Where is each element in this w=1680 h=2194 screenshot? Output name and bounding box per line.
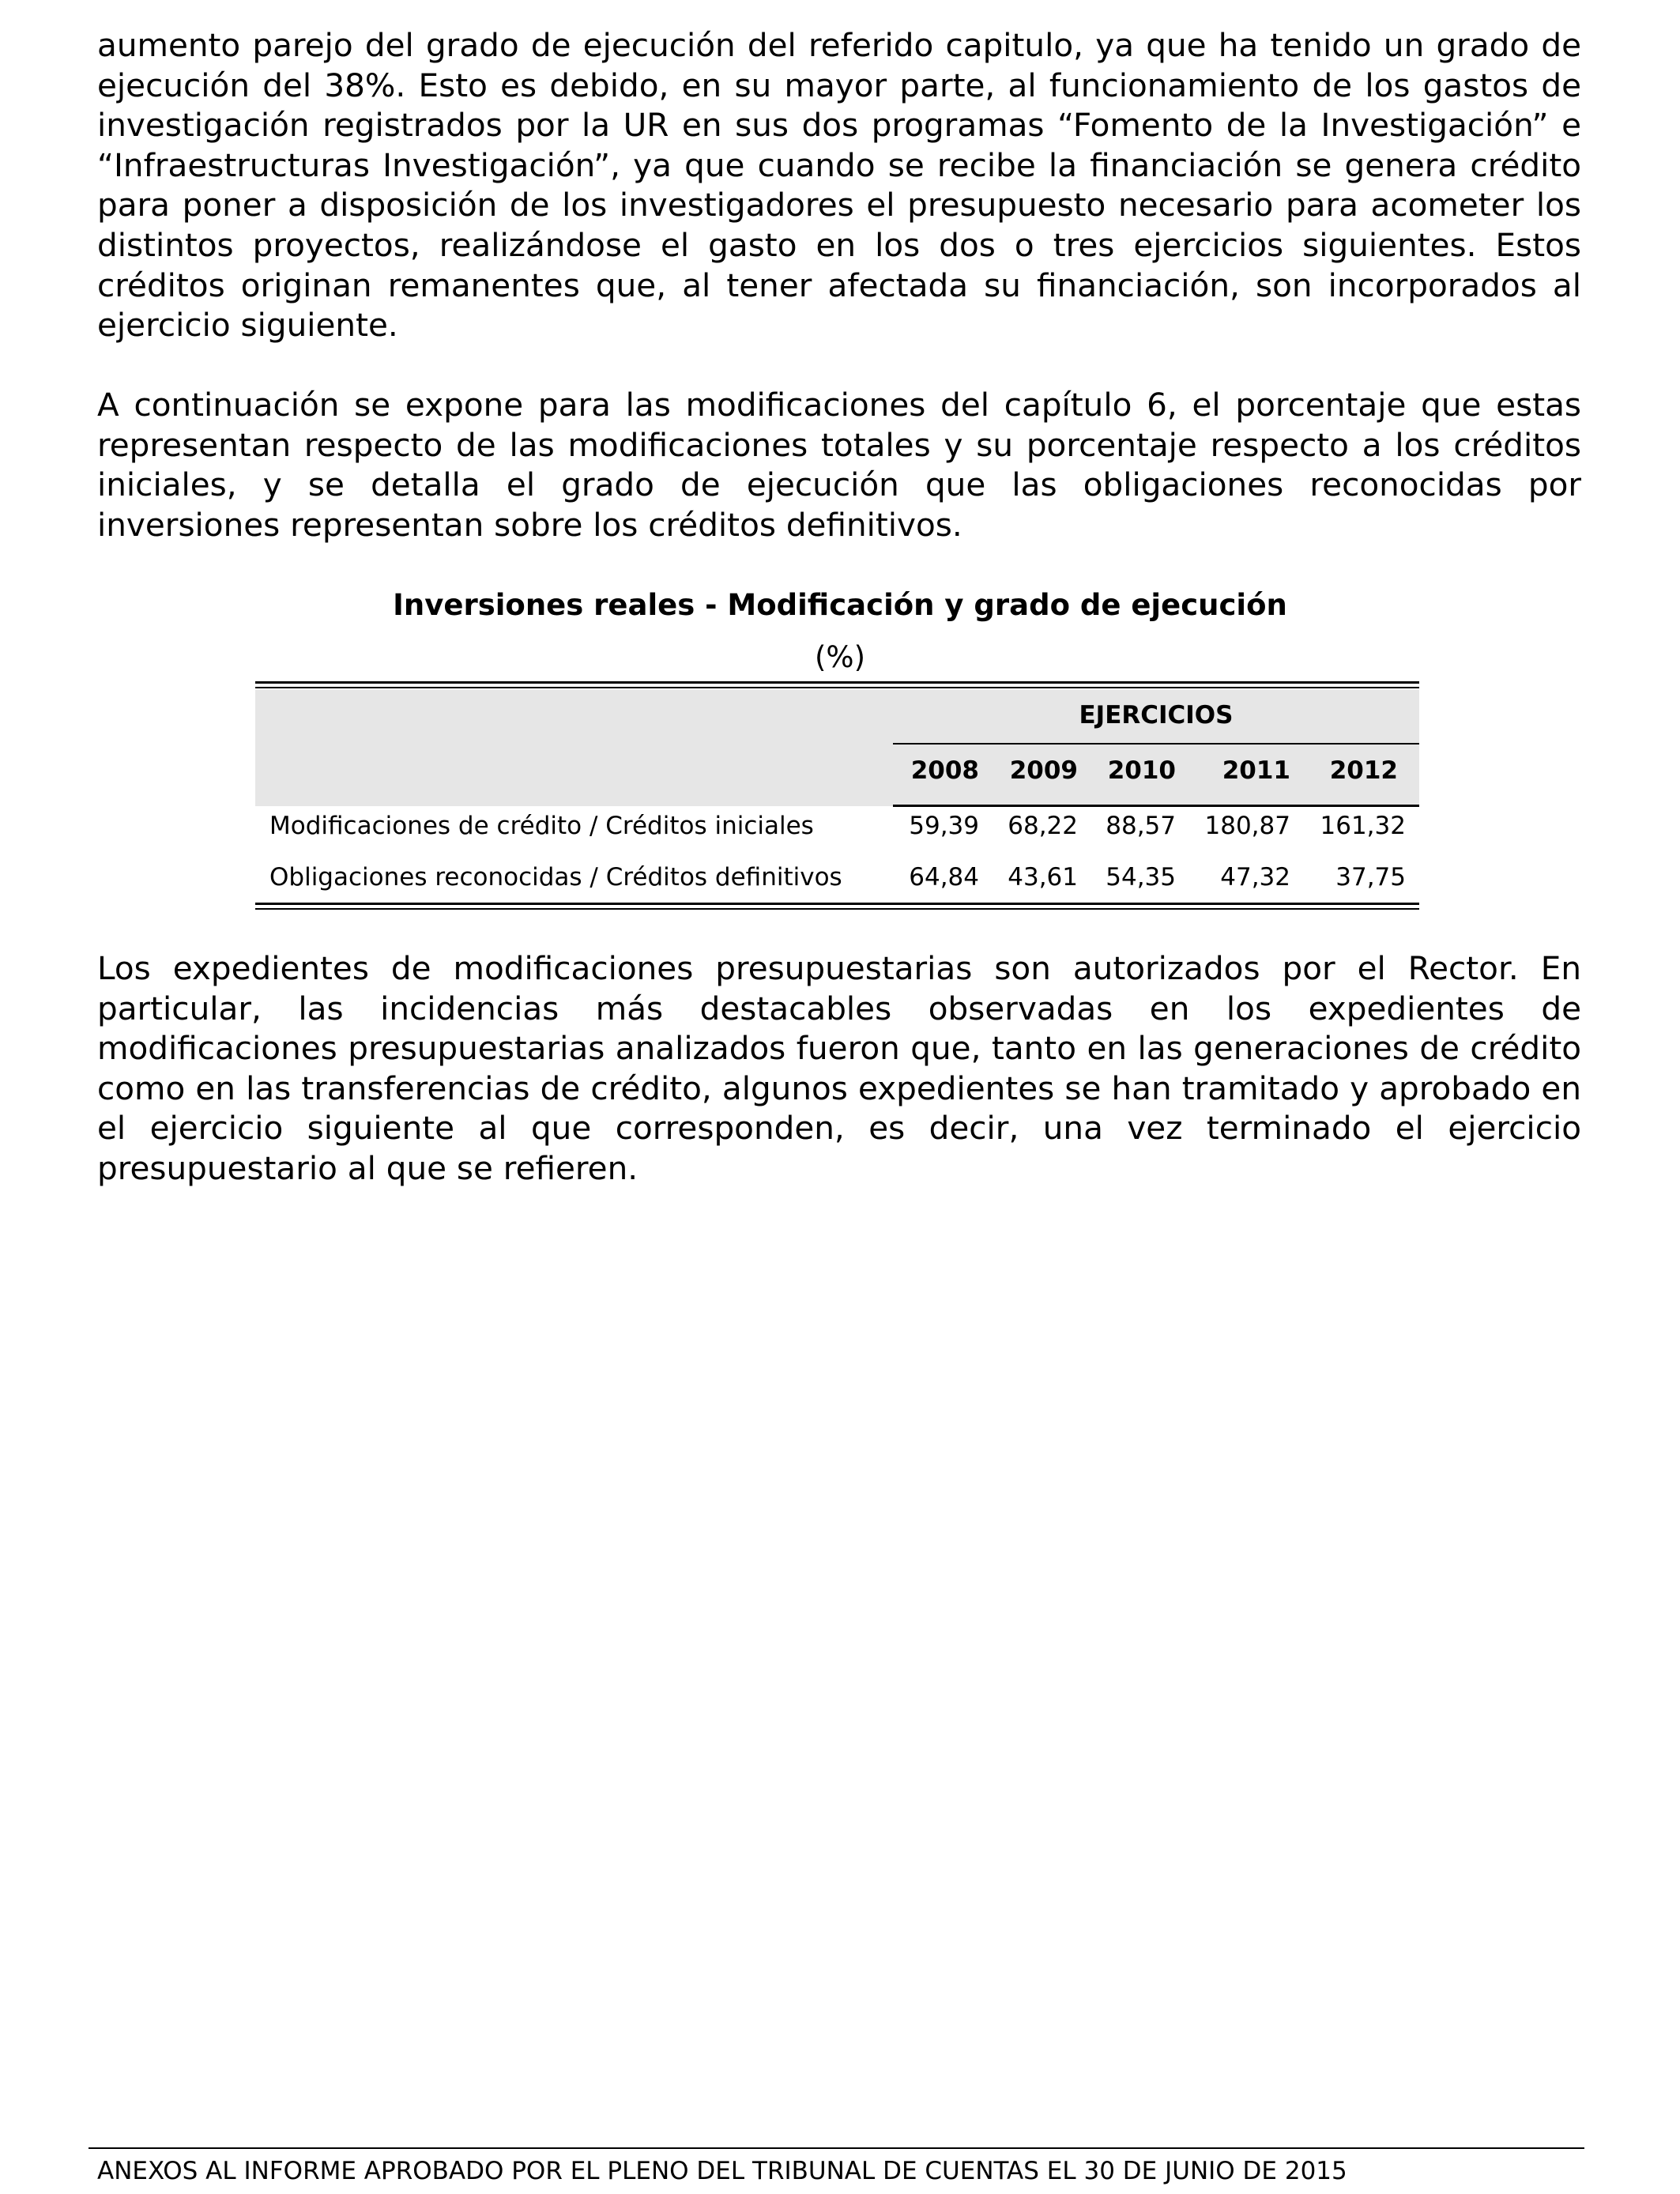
table-cell: 47,32 bbox=[1220, 863, 1290, 892]
table-bottom-rule-inner bbox=[255, 908, 1419, 910]
table-top-rule bbox=[255, 681, 1419, 684]
footer-divider bbox=[89, 2147, 1584, 2149]
table-cell: 37,75 bbox=[1335, 863, 1406, 892]
table-cell: 68,22 bbox=[1008, 812, 1078, 840]
table-cell: 161,32 bbox=[1320, 812, 1406, 840]
paragraph-expedientes: Los expedientes de modificaciones presupuestarias son autorizados por el Rector. En particular, las incidencias más destacables observadas en los expedientes de modificaciones presupuestarias analizados fueron que, tanto en las generaciones de crédito como en las transferencias de crédito, algunos expedientes se han tramitado y aprobado en el ejercicio siguiente al que corresponden, es decir, una vez terminado el ejercicio presupuestario al que se refieren. bbox=[97, 949, 1581, 1187]
year-header-rule bbox=[893, 805, 1419, 807]
row-label: Obligaciones reconocidas / Créditos definitivos bbox=[269, 863, 842, 892]
table-cell: 64,84 bbox=[909, 863, 979, 892]
table-bottom-rule bbox=[255, 903, 1419, 905]
table-unit: (%) bbox=[814, 640, 866, 674]
table-cell: 180,87 bbox=[1204, 812, 1290, 840]
table-cell: 54,35 bbox=[1106, 863, 1176, 892]
paragraph-table-intro: A continuación se expone para las modificaciones del capítulo 6, el porcentaje que estas representan respecto de las modificaciones totales y su porcentaje respecto a los créditos iniciales, y se detalla el grado de ejecución que las obligaciones reconocidas por inversiones representan sobre los créditos definitivos. bbox=[97, 386, 1581, 544]
year-header-2008: 2008 bbox=[910, 756, 979, 785]
table-cell: 59,39 bbox=[909, 812, 979, 840]
row-label: Modificaciones de crédito / Créditos iniciales bbox=[269, 812, 814, 840]
year-header-2010: 2010 bbox=[1107, 756, 1176, 785]
paragraph-intro: aumento parejo del grado de ejecución del referido capitulo, ya que ha tenido un grado de ejecución del 38%. Esto es debido, en su mayor parte, al funcionamiento de los gastos de investigación registrados por la UR en sus dos programas “Fomento de la Investigación” e “Infraestructuras Investigación”, ya que cuando se recibe la financiación se genera crédito para poner a disposición de los investigadores el presupuesto necesario para acometer los distintos proyectos, realizándose el gasto en los dos o tres ejercicios siguientes. Estos créditos originan remanentes que, al tener afectada su financiación, son incorporados al ejercicio siguiente. bbox=[97, 26, 1581, 345]
group-header-rule bbox=[893, 743, 1419, 745]
year-header-2009: 2009 bbox=[1009, 756, 1078, 785]
table-title: Inversiones reales - Modificación y grado de ejecución bbox=[393, 588, 1287, 622]
year-header-2012: 2012 bbox=[1329, 756, 1398, 785]
group-header-ejercicios: EJERCICIOS bbox=[1079, 701, 1234, 729]
table-cell: 88,57 bbox=[1106, 812, 1176, 840]
page-footer: ANEXOS AL INFORME APROBADO POR EL PLENO DEL TRIBUNAL DE CUENTAS EL 30 DE JUNIO DE 2015 bbox=[97, 2157, 1347, 2185]
table-cell: 43,61 bbox=[1008, 863, 1078, 892]
year-header-2011: 2011 bbox=[1222, 756, 1290, 785]
table-top-rule-inner bbox=[255, 687, 1419, 688]
